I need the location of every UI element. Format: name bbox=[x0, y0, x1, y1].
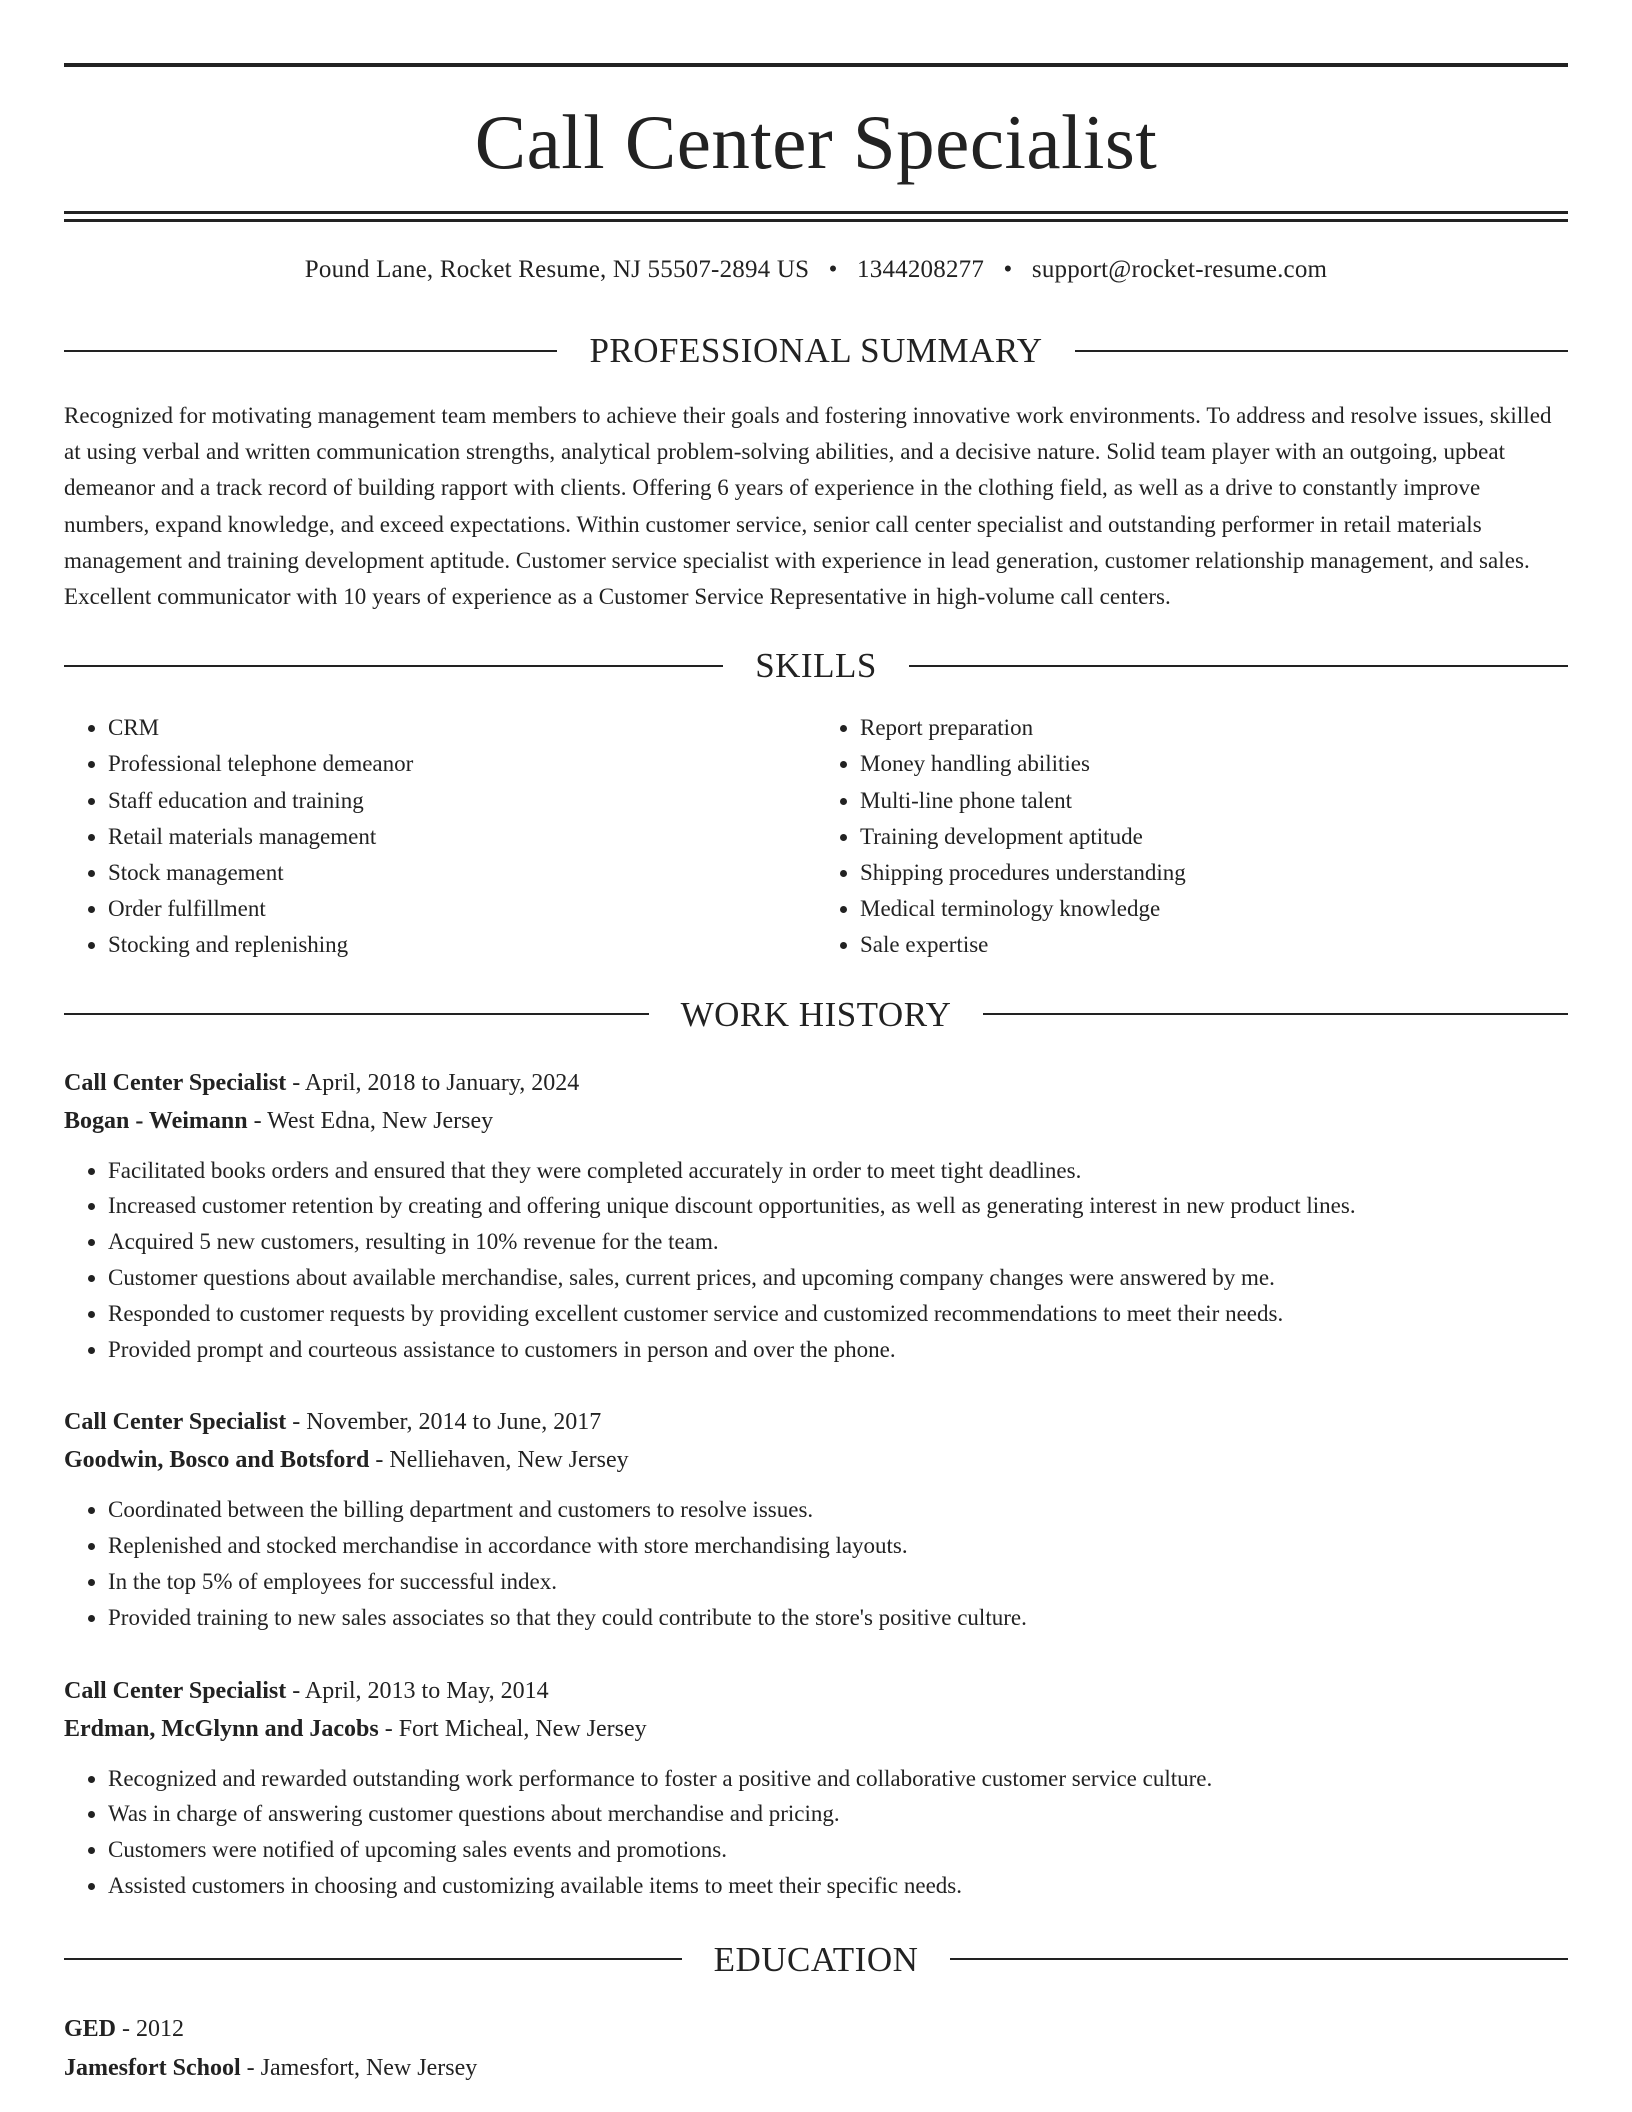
education-entry bbox=[64, 2010, 1568, 2088]
job-bullet: • In the top 5% of employees for successful index. bbox=[108, 1564, 1568, 1600]
job-company: Erdman, McGlynn and Jacobs bbox=[64, 1715, 379, 1742]
job-dates: - November, 2014 to June, 2017 bbox=[286, 1409, 602, 1436]
skill-item: • Multi-line phone talent bbox=[860, 783, 1568, 819]
contact-separator: • bbox=[828, 256, 838, 283]
skill-item: • Retail materials management bbox=[108, 819, 816, 855]
job-bullet: • Provided prompt and courteous assistance to customers in person and over the phone. bbox=[108, 1332, 1568, 1368]
education-year: - 2012 bbox=[116, 2015, 185, 2042]
section-rule bbox=[64, 350, 557, 352]
job-entry bbox=[64, 1672, 1568, 1904]
job-bullets bbox=[64, 1153, 1568, 1368]
summary-text: Recognized for motivating management team members to achieve their goals and fostering innovative work environments. To address and resolve issues, skilled at using verbal and written communication strengths, analytical problem-solving abilities, and a decisive nature. Solid team player with an outgoing, upbeat demeanor and a track record of building rapport with clients. Offering 6 years of experience in the clothing field, as well as a drive to constantly improve numbers, expand knowledge, and exceed expectations. Within customer service, senior call center specialist and outstanding performer in retail materials management and training development aptitude. Customer service specialist with experience in lead generation, customer relationship management, and sales. Excellent communicator with 10 years of experience as a Customer Service Representative in high-volume call centers. bbox=[64, 403, 1552, 610]
job-bullet: • Assisted customers in choosing and customizing available items to meet their specific needs. bbox=[108, 1868, 1568, 1904]
summary-heading: PROFESSIONAL SUMMARY bbox=[589, 331, 1043, 370]
job-bullet: • Responded to customer requests by providing excellent customer service and customized recommendations to meet their needs. bbox=[108, 1296, 1568, 1332]
resume-title: Call Center Specialist bbox=[474, 99, 1158, 185]
summary-section-header bbox=[64, 333, 1568, 368]
job-entry bbox=[64, 1403, 1568, 1635]
job-bullets bbox=[64, 1492, 1568, 1635]
section-rule bbox=[64, 1013, 649, 1015]
contact-line bbox=[64, 256, 1568, 284]
job-bullet: • Facilitated books orders and ensured that they were completed accurately in order to meet tight deadlines. bbox=[108, 1153, 1568, 1189]
section-rule bbox=[64, 665, 723, 667]
job-bullets bbox=[64, 1761, 1568, 1904]
skills-section-header bbox=[64, 646, 1568, 686]
section-rule bbox=[983, 1013, 1568, 1015]
job-bullet: • Acquired 5 new customers, resulting in 10% revenue for the team. bbox=[108, 1224, 1568, 1260]
job-company: Bogan - Weimann bbox=[64, 1107, 248, 1134]
skill-item: • CRM bbox=[108, 710, 816, 746]
education-degree-line bbox=[64, 2010, 1568, 2049]
skills-heading: SKILLS bbox=[755, 646, 877, 686]
job-entry bbox=[64, 1064, 1568, 1368]
section-rule bbox=[1075, 350, 1568, 352]
skill-item: • Medical terminology knowledge bbox=[860, 891, 1568, 927]
job-title-line bbox=[64, 1672, 1568, 1710]
job-title-line bbox=[64, 1403, 1568, 1441]
job-location: - West Edna, New Jersey bbox=[247, 1107, 494, 1134]
skill-item: • Training development aptitude bbox=[860, 819, 1568, 855]
work-section-header bbox=[64, 994, 1568, 1034]
contact-separator: • bbox=[1003, 256, 1013, 283]
skill-item: • Stock management bbox=[108, 855, 816, 891]
job-company-line bbox=[64, 1710, 1568, 1748]
job-bullet: • Customer questions about available merchandise, sales, current prices, and upcoming company changes were answered by me. bbox=[108, 1260, 1568, 1296]
skill-item: • Money handling abilities bbox=[860, 746, 1568, 782]
section-rule bbox=[64, 1958, 682, 1960]
skill-item: • Shipping procedures understanding bbox=[860, 855, 1568, 891]
job-company: Goodwin, Bosco and Botsford bbox=[64, 1447, 370, 1474]
job-bullet: • Increased customer retention by creating and offering unique discount opportunities, as well as generating interest in new product lines. bbox=[108, 1188, 1568, 1224]
job-bullet: • Customers were notified of upcoming sales events and promotions. bbox=[108, 1832, 1568, 1868]
skill-item: • Professional telephone demeanor bbox=[108, 746, 816, 782]
contact-email: support@rocket-resume.com bbox=[1031, 256, 1328, 283]
contact-phone: 1344208277 bbox=[857, 256, 985, 283]
job-company-line bbox=[64, 1441, 1568, 1479]
job-bullet: • Replenished and stocked merchandise in accordance with store merchandising layouts. bbox=[108, 1528, 1568, 1564]
education-heading: EDUCATION bbox=[713, 1939, 919, 1979]
job-bullet: • Recognized and rewarded outstanding work performance to foster a positive and collaborative customer service culture. bbox=[108, 1761, 1568, 1797]
header-double-rule bbox=[64, 211, 1568, 222]
job-dates: - April, 2018 to January, 2024 bbox=[286, 1069, 580, 1096]
section-rule bbox=[950, 1958, 1568, 1960]
skills-columns bbox=[64, 710, 1568, 963]
job-bullet: • Provided training to new sales associates so that they could contribute to the store's positive culture. bbox=[108, 1600, 1568, 1636]
job-title-line bbox=[64, 1064, 1568, 1102]
skill-item: • Order fulfillment bbox=[108, 891, 816, 927]
job-title: Call Center Specialist bbox=[64, 1409, 287, 1436]
job-location: - Nelliehaven, New Jersey bbox=[369, 1447, 629, 1474]
skill-item: • Sale expertise bbox=[860, 927, 1568, 963]
job-title: Call Center Specialist bbox=[64, 1069, 287, 1096]
education-school: Jamesfort School bbox=[64, 2054, 241, 2081]
skills-list-left bbox=[64, 710, 816, 963]
contact-address: Pound Lane, Rocket Resume, NJ 55507-2894 US bbox=[304, 256, 810, 283]
skill-item: • Stocking and replenishing bbox=[108, 927, 816, 963]
education-degree: GED bbox=[64, 2015, 117, 2042]
section-rule bbox=[909, 665, 1568, 667]
job-dates: - April, 2013 to May, 2014 bbox=[286, 1677, 549, 1704]
job-title: Call Center Specialist bbox=[64, 1677, 287, 1704]
job-bullet: • Was in charge of answering customer questions about merchandise and pricing. bbox=[108, 1796, 1568, 1832]
job-location: - Fort Micheal, New Jersey bbox=[378, 1715, 647, 1742]
job-bullet: • Coordinated between the billing department and customers to resolve issues. bbox=[108, 1492, 1568, 1528]
skills-list-right bbox=[816, 710, 1568, 963]
header-top-rule bbox=[64, 63, 1568, 67]
education-school-line bbox=[64, 2049, 1568, 2088]
skill-item: • Report preparation bbox=[860, 710, 1568, 746]
education-section-header bbox=[64, 1939, 1568, 1979]
job-company-line bbox=[64, 1102, 1568, 1140]
education-location: - Jamesfort, New Jersey bbox=[240, 2054, 478, 2081]
skill-item: • Staff education and training bbox=[108, 783, 816, 819]
work-heading: WORK HISTORY bbox=[680, 994, 952, 1034]
